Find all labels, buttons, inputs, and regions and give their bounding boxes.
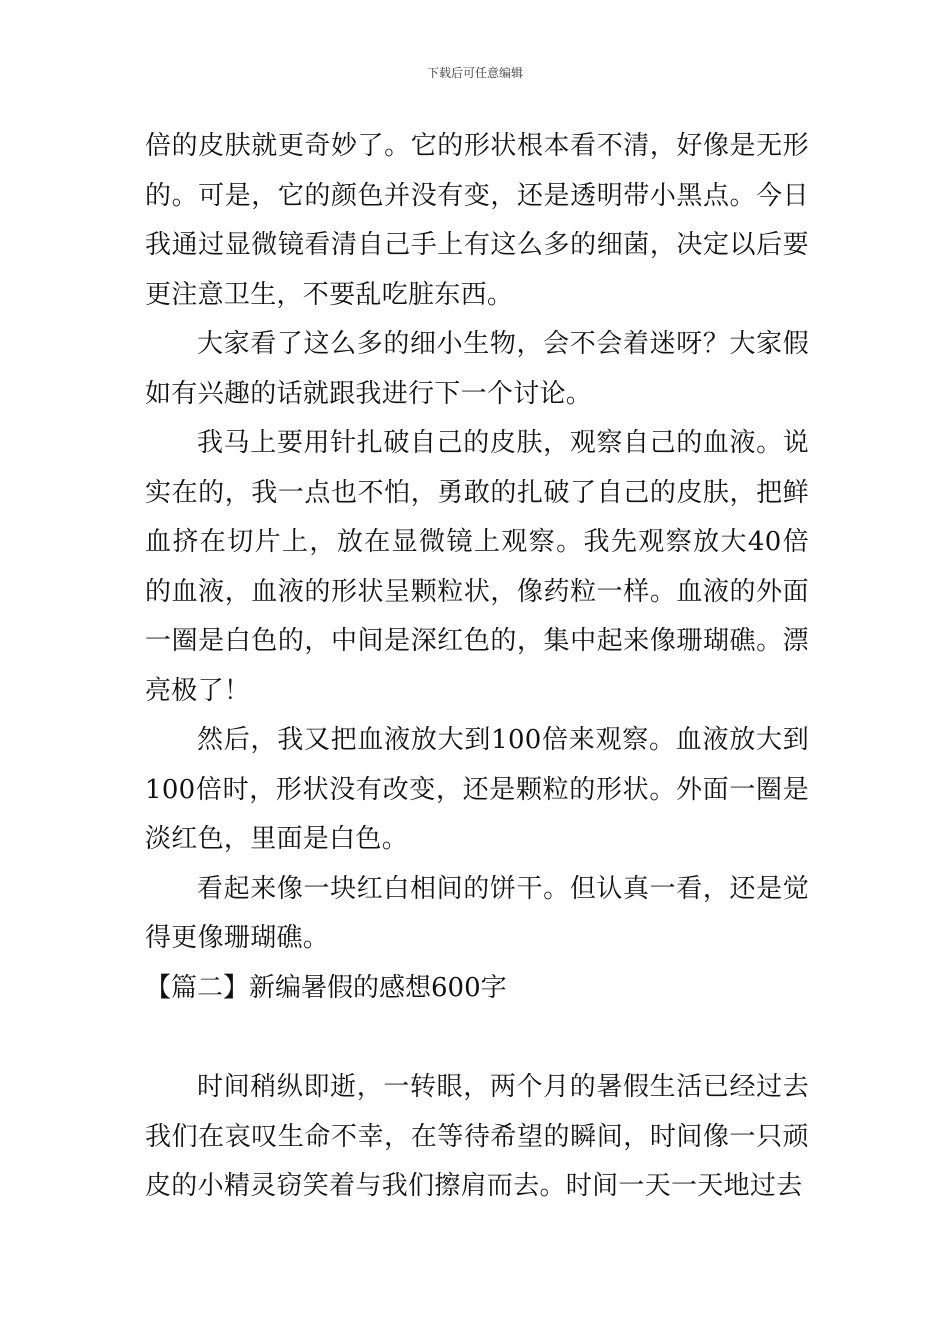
paragraph-2: 大家看了这么多的细小生物，会不会着迷呀？大家假如有兴趣的话就跟我进行下一个讨论。 [145, 329, 809, 409]
paragraph-1: 倍的皮肤就更奇妙了。它的形状根本看不清，好像是无形的。可是，它的颜色并没有变，还是透明带小黑点。今日我通过显微镜看清自己手上有这么多的细菌，决定以后要更注意卫生，不要乱吃脏东西。 [145, 131, 809, 310]
paragraph-4: 然后，我又把血液放大到100倍来观察。血液放大到100倍时，形状没有改变，还是颗粒的形状。外面一圈是淡红色，里面是白色。 [145, 725, 809, 854]
document-body [145, 122, 809, 1212]
paragraph-5: 看起来像一块红白相间的饼干。但认真一看，还是觉得更像珊瑚礁。 [145, 873, 809, 953]
section-title: 【篇二】新编暑假的感想600字 [145, 972, 507, 1003]
paragraph-6: 时间稍纵即逝，一转眼，两个月的暑假生活已经过去我们在哀叹生命不幸，在等待希望的瞬间，时间像一只顽皮的小精灵窃笑着与我们擦肩而去。时间一天一天地过去 [145, 1072, 809, 1201]
paragraph-3: 我马上要用针扎破自己的皮肤，观察自己的血液。说实在的，我一点也不怕，勇敢的扎破了自己的皮肤，把鲜血挤在切片上，放在显微镜上观察。我先观察放大40倍的血液，血液的形状呈颗粒状，像药粒一样。血液的外面一圈是白色的，中间是深红色的，集中起来像珊瑚礁。漂亮极了！ [145, 428, 809, 706]
page-header: 下载后可任意编辑 [426, 66, 523, 80]
